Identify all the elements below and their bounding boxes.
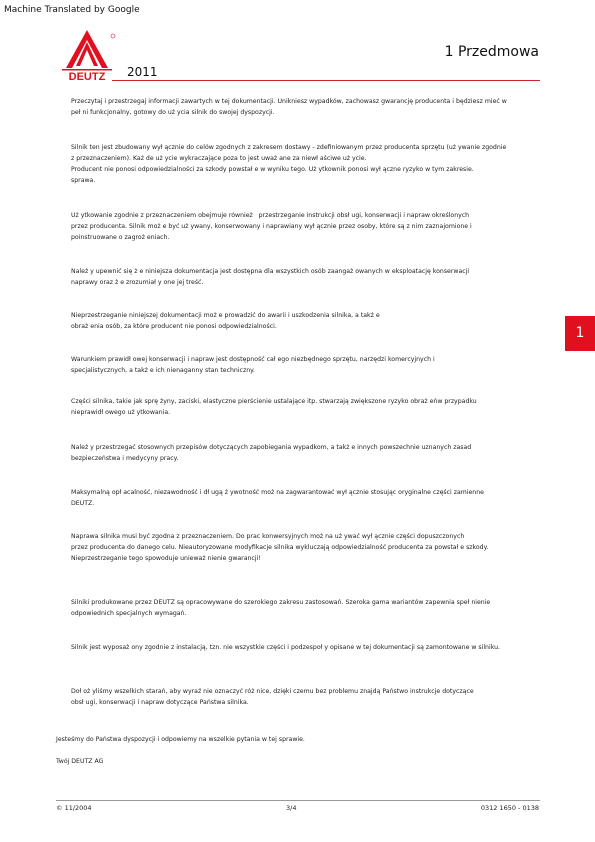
chapter-title: 1 Przedmowa [444,44,539,60]
paragraph-2: Silnik ten jest zbudowany wył ącznie do celów zgodnych z zakresem dostawy - zdefiniowanym przez producenta sprzętu (uż ywanie zgodnie z przeznaczeniem). Każ de uż ycie wykraczające poza to jest uważ ane za niewł aściwe uż ycie. Producent nie ponosi odpowiedzialności za szkody powstał e w wyniku tego. Uż ytkownik ponosi wył ączne ryzyko w tym zakresie. sprawa. [71,144,507,184]
paragraph-12: Silnik jest wyposaż ony zgodnie z instalacją, tzn. nie wszystkie części i podzespoł y opisane w tej dokumentacji są zamontowane w silniku. [71,644,500,651]
paragraph-11: Silniki produkowane przez DEUTZ są opracowywane do szerokiego zakresu zastosowań. Szeroka gama wariantów zapewnia speł nienie odpowiednich specjalnych wymagań. [71,599,491,617]
paragraph-10: Naprawa silnika musi być zgodna z przeznaczeniem. Do prac konwersyjnych moż na uż ywać wył ącznie części dopuszczonych przez producenta do danego celu. Nieautoryzowane modyfikacje silnika wykluczają odpowiedzialność producenta za powstał e szkody. Nieprzestrzeganie tego spowoduje unieważ nienie gwarancji! [71,533,489,562]
deutz-logo [58,28,116,82]
footer-date: © 11/2004 [56,804,92,812]
paragraph-8-text: Należ y przestrzegać stosownych przepisów dotyczących zapobiegania wypadkom, a takż e innych powszechnie uznanych zasad bezpieczeństwa i medycyny pracy. [71,444,472,462]
paragraph-6: Warunkiem prawidł owej konserwacji i napraw jest dostępność cał ego niezbędnego sprzętu, narzędzi komercyjnych i specjalistycznych, a takż e ich nienaganny stan techniczny. [71,356,435,374]
header-rule [112,80,540,81]
paragraph-7: Części silnika, takie jak sprę żyny, zaciski, elastyczne pierścienie ustalające itp. stwarzają zwiększone ryzyko obraż eńw przypadku nieprawidł owego uż ytkowania. [71,398,477,416]
logo-text: DEUTZ [68,71,106,82]
paragraph-1: Przeczytaj i przestrzegaj informacji zawartych w tej dokumentacji. Unikniesz wypadków, zachowasz gwarancję producenta i będziesz mieć w peł ni funkcjonalny, gotowy do uż ycia silnik do swojej dyspozycji. [71,98,507,116]
paragraph-5: Nieprzestrzeganie niniejszej dokumentacji moż e prowadzić do awarii i uszkodzenia silnika, a takż e obraż enia osób, za które producent nie ponosi odpowiedzialności. [71,312,380,330]
machine-translated-note: Machine Translated by Google [4,5,140,15]
footer-rule [56,800,540,801]
document-year: 2011 [127,65,158,79]
paragraph-9: Maksymalną opł acalność, niezawodność i dł ugą ż ywotność moż na zagwarantować wył ącznie stosując oryginalne części zamienne DEUTZ. [71,489,484,507]
paragraph-4: Należ y upewnić się ż e niniejsza dokumentacja jest dostępna dla wszystkich osób zaangaż owanych w eksploatację konserwacji naprawy oraz ż e zrozumiał y one jej treść. [71,268,470,286]
footer-doc-number: 0312 1650 - 0138 [480,804,539,812]
paragraph-3: Uż ytkowanie zgodnie z przeznaczeniem obejmuje również przestrzeganie instrukcji obsł ugi, konserwacji i napraw określonych przez producenta. Silnik moż e być uż ywany, konserwowany i naprawiany wył ącznie przez osoby, które są z nim zaznajomione i poinstruowane o zagroż eniach. [71,212,472,241]
signature: Twój DEUTZ AG [56,758,104,765]
chapter-tab: 1 [565,316,595,351]
paragraph-13: Doł oż yliśmy wszelkich starań, aby wyraź nie oznaczyć róż nice, dzięki czemu bez problemu znajdą Państwo instrukcje dotyczące obsł ugi, konserwacji i napraw dotyczące Państwa silnika. [71,688,474,706]
closing-line: Jesteśmy do Państwa dyspozycji i odpowiemy na wszelkie pytania w tej sprawie. [56,736,305,743]
footer-page-number: 3/4 [286,804,297,812]
